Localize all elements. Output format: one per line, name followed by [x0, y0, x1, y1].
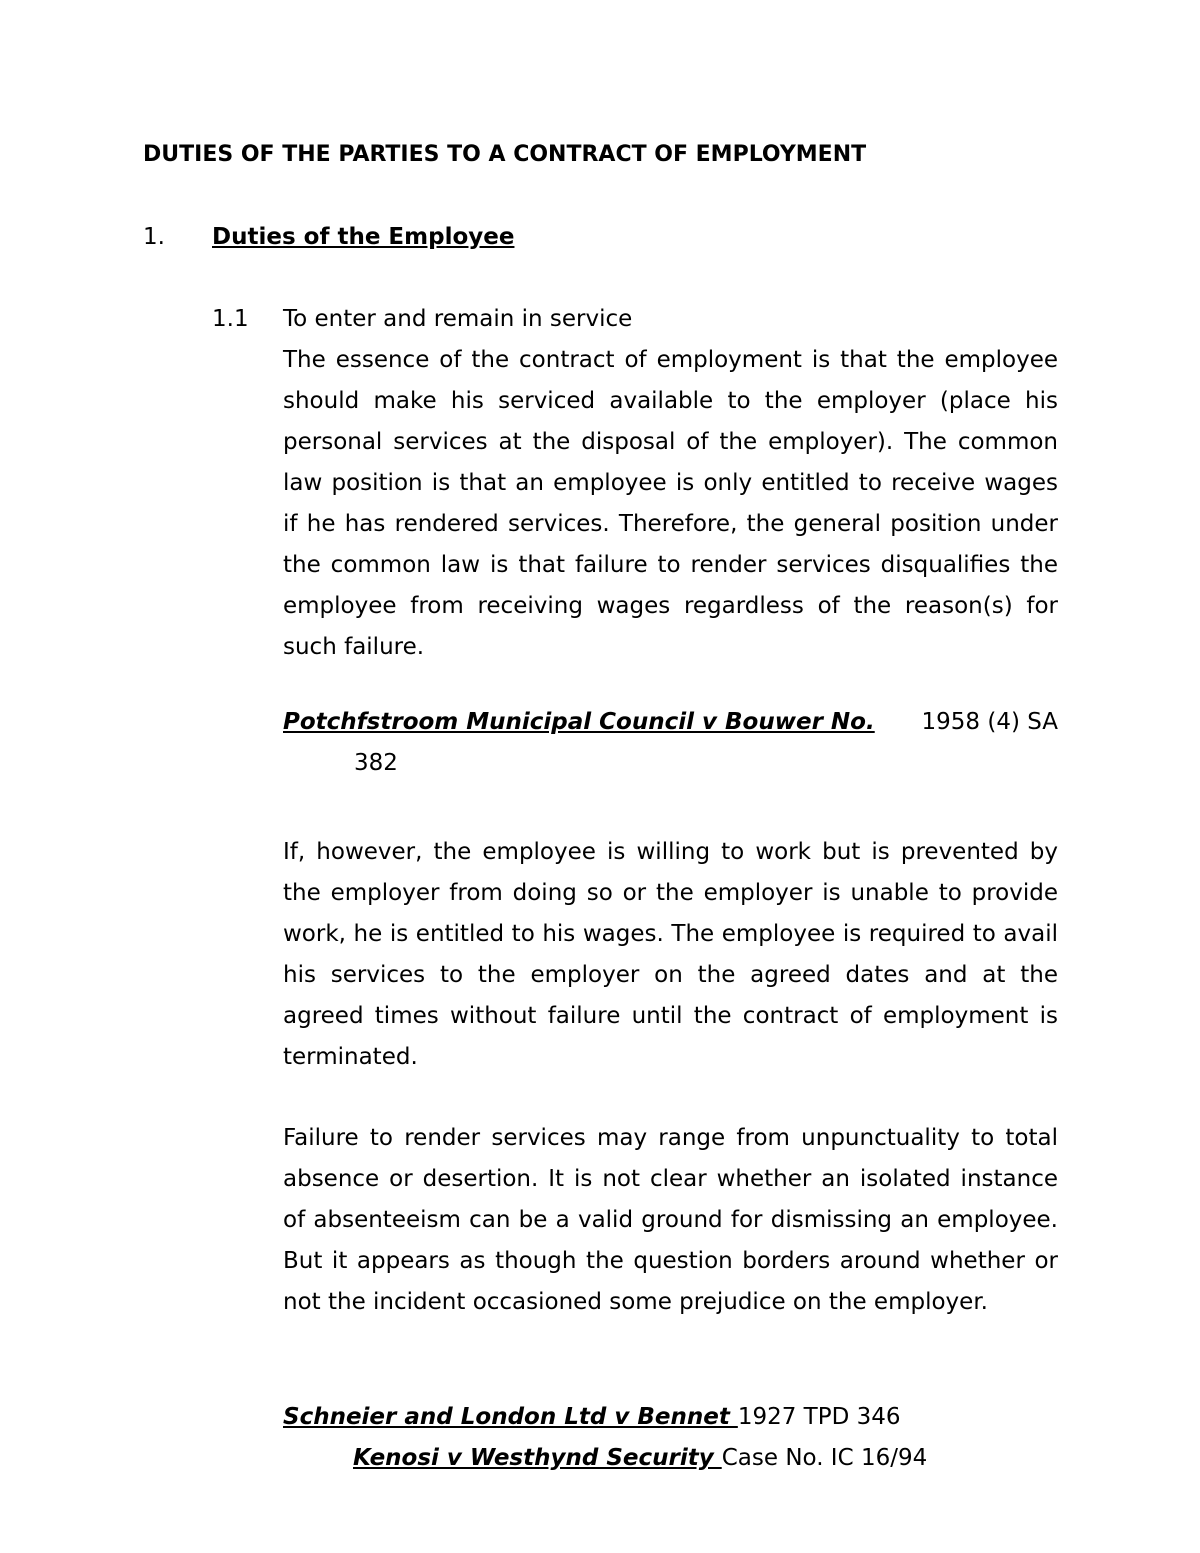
section-number: 1. — [143, 224, 165, 250]
case-name: Schneier and London Ltd v Bennet — [283, 1404, 738, 1430]
case-citation — [283, 1404, 901, 1430]
paragraph: The essence of the contract of employment is that the employee should make his serviced available to the employer (place his personal services at the disposal of the employer). The common law position is that an employee is only entitled to receive wages if he has rendered services. Therefore, the general position under the common law is that failure to render services disqualifies the employee from receiving wages regardless of the reason(s) for such failure. — [283, 347, 1058, 660]
document-title: DUTIES OF THE PARTIES TO A CONTRACT OF EMPLOYMENT — [143, 142, 867, 167]
case-citation — [353, 1445, 927, 1471]
case-name: Potchfstroom Municipal Council v Bouwer No. — [283, 709, 875, 735]
subsection-number: 1.1 — [212, 306, 249, 332]
case-citation-text: 1958 (4) SA — [921, 709, 1058, 735]
section-heading: Duties of the Employee — [212, 224, 515, 250]
paragraph: Failure to render services may range from unpunctuality to total absence or desertion. It is not clear whether an isolated instance of absenteeism can be a valid ground for dismissing an employee. But it appears as though the question borders around whether or not the incident occasioned some prejudice on the employer. — [283, 1125, 1058, 1315]
case-citation — [283, 709, 1058, 735]
case-citation-continuation: 382 — [354, 750, 398, 776]
subsection-heading: To enter and remain in service — [283, 306, 633, 332]
case-citation-text: Case No. IC 16/94 — [721, 1445, 928, 1471]
case-name: Kenosi v Westhynd Security — [353, 1445, 722, 1471]
paragraph: If, however, the employee is willing to work but is prevented by the employer from doing so or the employer is unable to provide work, he is entitled to his wages. The employee is required to avail his services to the employer on the agreed dates and at the agreed times without failure until the contract of employment is terminated. — [283, 839, 1058, 1070]
case-citation-text: 1927 TPD 346 — [737, 1404, 901, 1430]
